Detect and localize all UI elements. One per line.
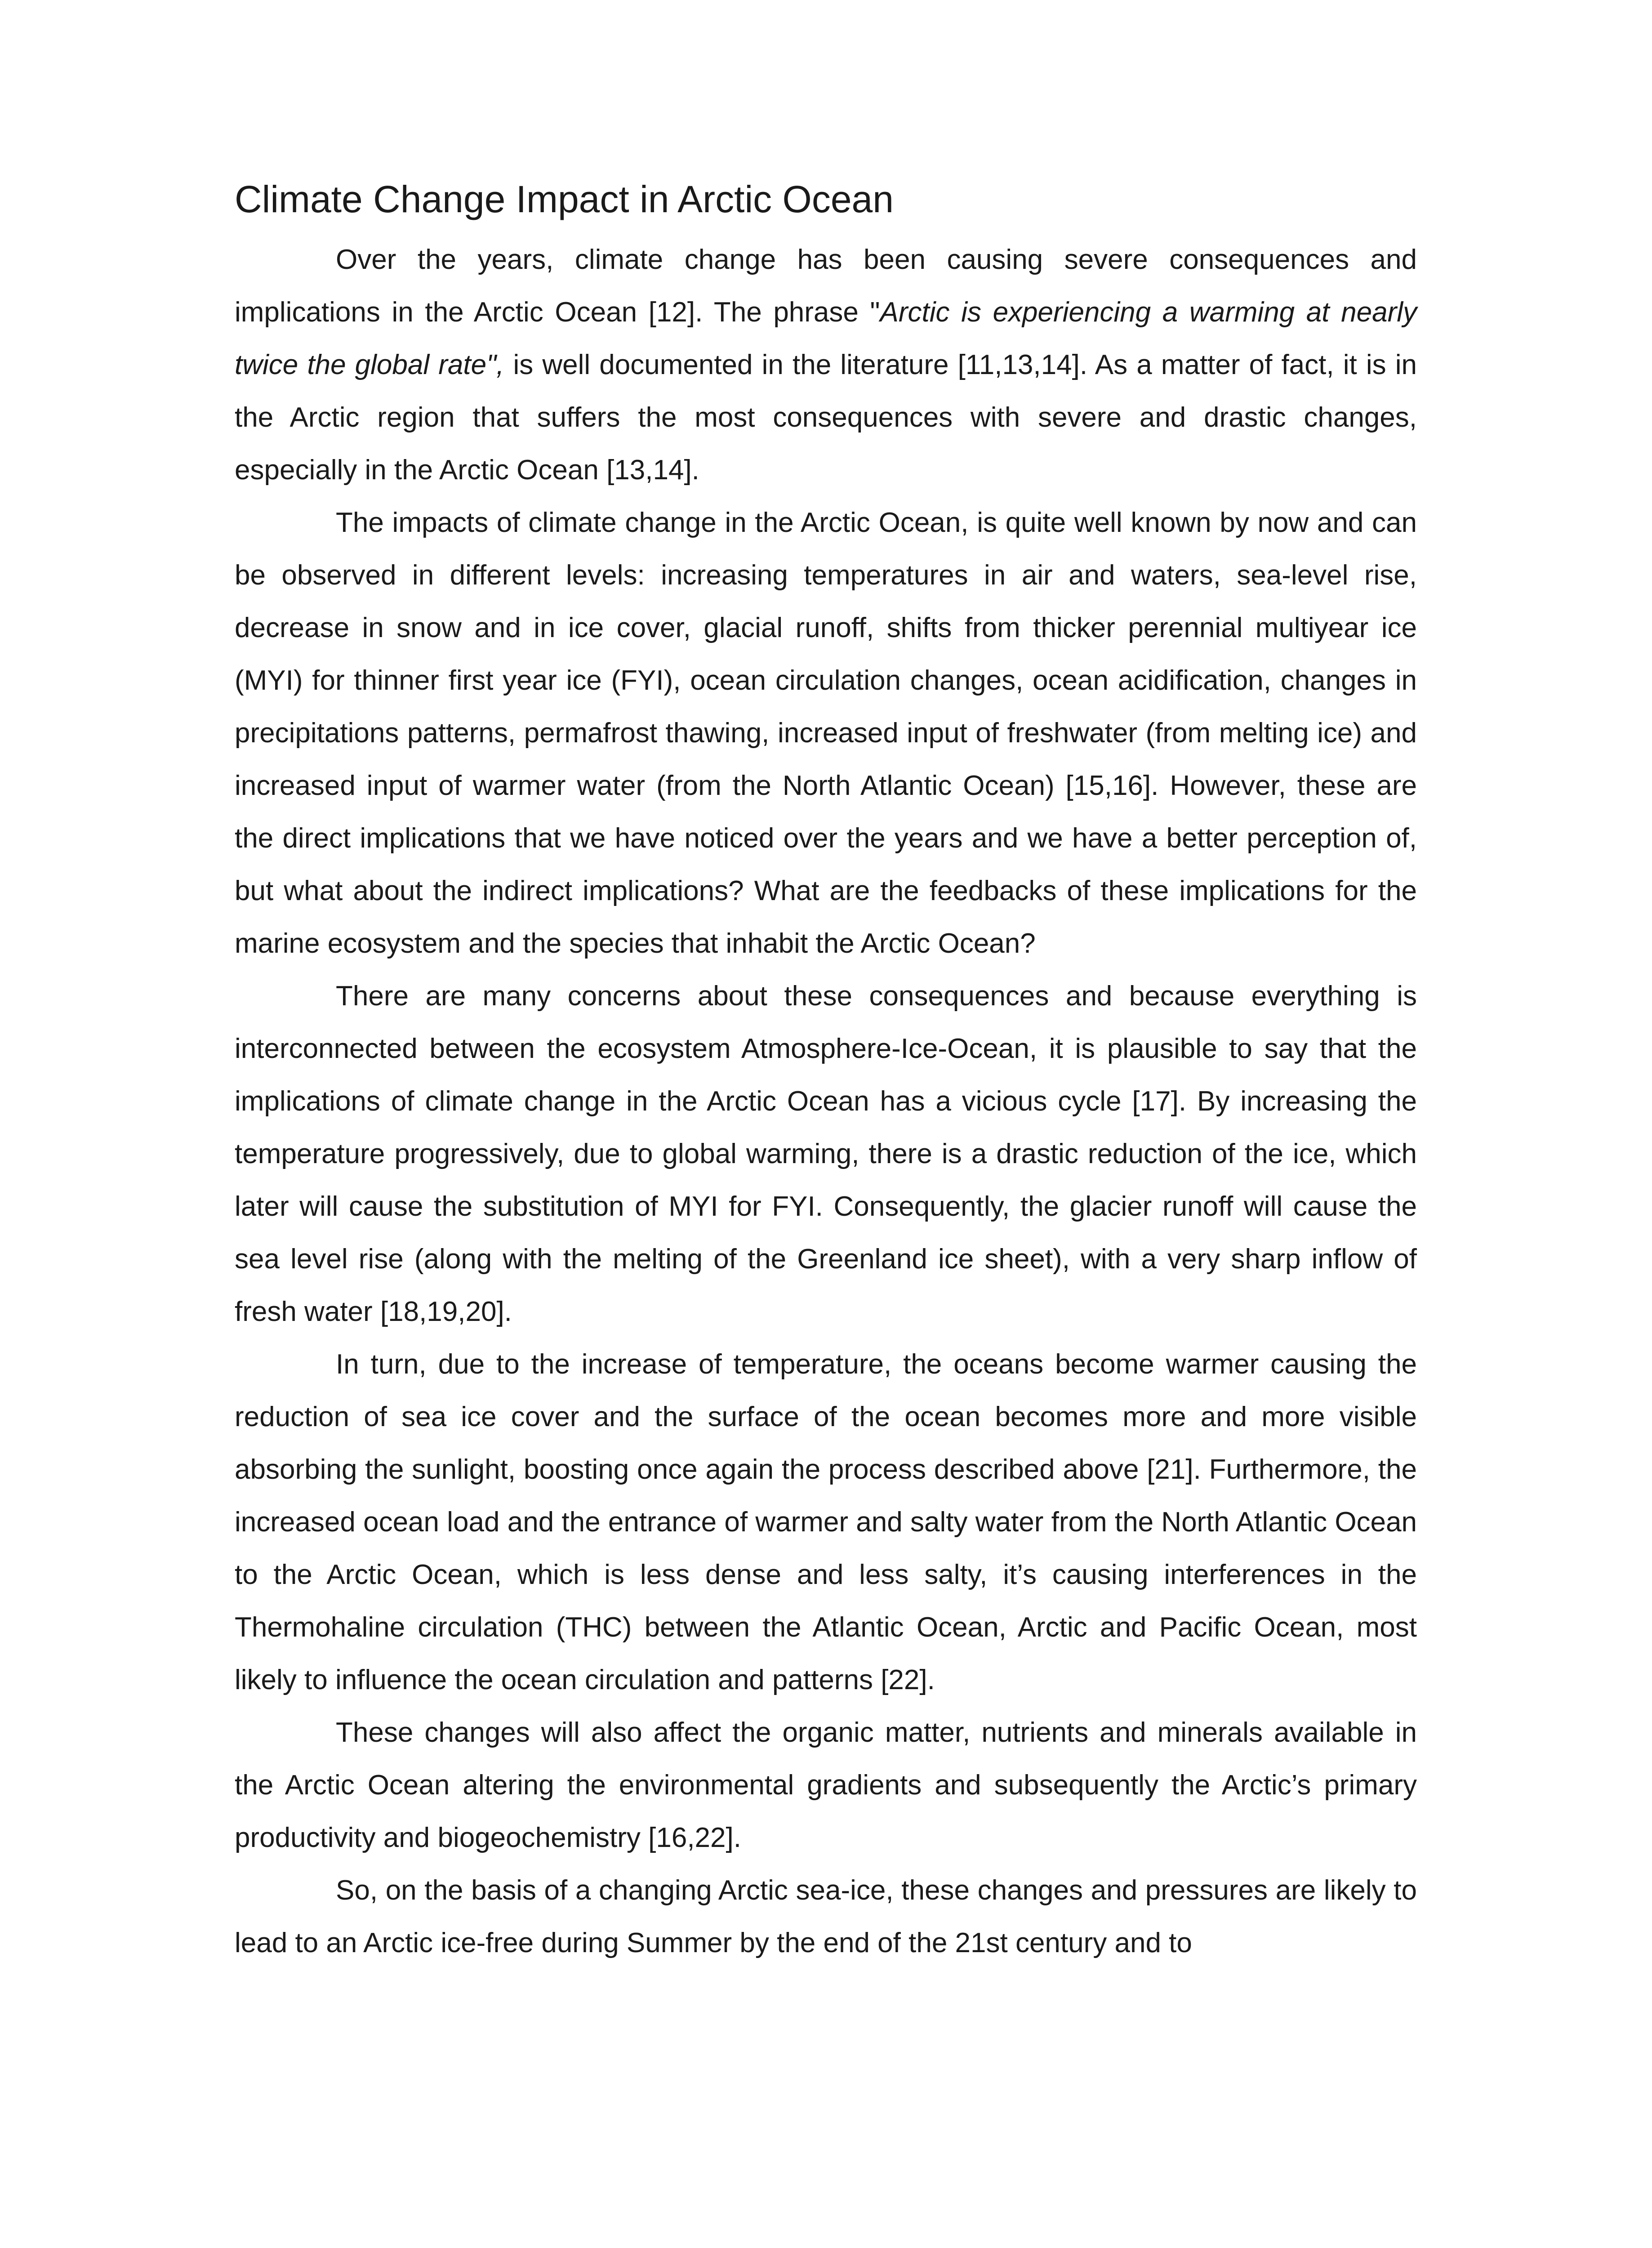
paragraph-1-quote: Arctic is experiencing a warming at nearly twice the global rate", (235, 297, 1417, 380)
paragraph-1-text-start: Over the years, climate change has been causing severe consequences and implications in the Arctic Ocean [12]. The phrase " (235, 244, 1417, 328)
paragraph-5: These changes will also affect the organic matter, nutrients and minerals available in the Arctic Ocean altering the environmental gradients and subsequently the Arctic’s primary productivity and biogeochemistry [16,22]. (235, 1717, 1417, 1853)
paragraph-4: In turn, due to the increase of temperature, the oceans become warmer causing the reduction of sea ice cover and the surface of the ocean becomes more and more visible absorbing the sunlight, boosting once again the process described above [21]. Furthermore, the increased ocean load and the entrance of warmer and salty water from the North Atlantic Ocean to the Arctic Ocean, which is less dense and less salty, it’s causing interferences in the Thermohaline circulation (THC) between the Atlantic Ocean, Arctic and Pacific Ocean, most likely to influence the ocean circulation and patterns [22]. (235, 1349, 1417, 1695)
paragraph-3: There are many concerns about these consequences and because everything is interconnected between the ecosystem Atmosphere-Ice-Ocean, it is plausible to say that the implications of climate change in the Arctic Ocean has a vicious cycle [17]. By increasing the temperature progressively, due to global warming, there is a drastic reduction of the ice, which later will cause the substitution of MYI for FYI. Consequently, the glacier runoff will cause the sea level rise (along with the melting of the Greenland ice sheet), with a very sharp inflow of fresh water [18,19,20]. (235, 981, 1417, 1327)
body-text (235, 233, 1417, 1969)
paragraph-1-text-end: is well documented in the literature [11,13,14]. As a matter of fact, it is in the Arctic region that suffers the most consequences with severe and drastic changes, especially in the Arctic Ocean [13,14]. (235, 349, 1417, 486)
section-heading: Climate Change Impact in Arctic Ocean (235, 178, 894, 220)
paragraph-2: The impacts of climate change in the Arctic Ocean, is quite well known by now and can be observed in different levels: increasing temperatures in air and waters, sea-level rise, decrease in snow and in ice cover, glacial runoff, shifts from thicker perennial multiyear ice (MYI) for thinner first year ice (FYI), ocean circulation changes, ocean acidification, changes in precipitations patterns, permafrost thawing, increased input of freshwater (from melting ice) and increased input of warmer water (from the North Atlantic Ocean) [15,16]. However, these are the direct implications that we have noticed over the years and we have a better perception of, but what about the indirect implications? What are the feedbacks of these implications for the marine ecosystem and the species that inhabit the Arctic Ocean? (235, 507, 1417, 959)
paragraph-1 (235, 233, 1417, 496)
paragraph-6: So, on the basis of a changing Arctic sea-ice, these changes and pressures are likely to lead to an Arctic ice-free during Summer by the end of the 21st century and to (235, 1875, 1417, 1958)
